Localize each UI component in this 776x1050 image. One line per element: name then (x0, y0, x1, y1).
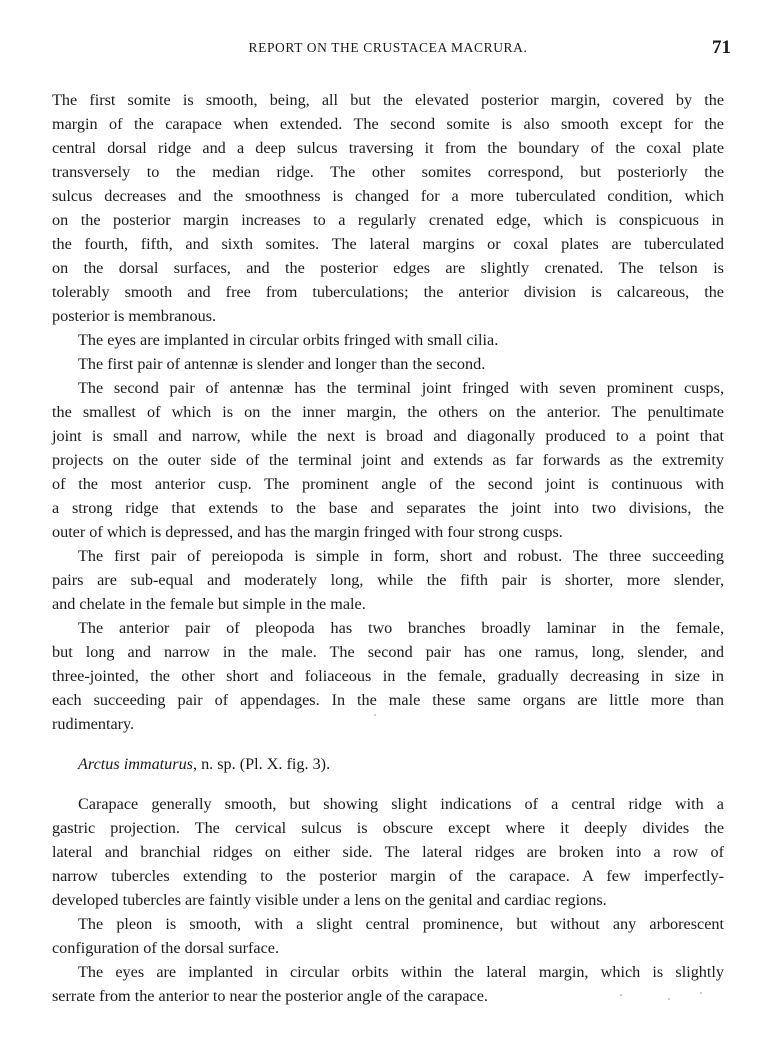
paragraph-somites-line: The first somite is smooth, being, all but the elevated posterior margin, covered by the (52, 91, 724, 109)
species-heading (78, 752, 330, 776)
paragraph-somites-line: the fourth, fifth, and sixth somites. The lateral margins or coxal plates are tuberculated (52, 235, 724, 253)
paragraph-somites-line: posterior is membranous. (52, 307, 217, 325)
paragraph-pleopoda-line: but long and narrow in the male. The second pair has one ramus, long, slender, and (52, 643, 724, 661)
paragraph-pereiopoda-line: pairs are sub-equal and moderately long, while the fifth pair is shorter, more slender, (52, 571, 724, 589)
paragraph-carapace-line: developed tubercles are faintly visible under a lens on the genital and cardiac regions. (52, 891, 607, 909)
paragraph-second-antennae-line: The second pair of antennæ has the terminal joint fringed with seven prominent cusps, (78, 379, 724, 397)
paragraph-pleopoda-line: rudimentary. (52, 715, 135, 733)
paragraph-second-antennae-line: joint is small and narrow, while the next is broad and diagonally produced to a point that (52, 427, 724, 445)
paragraph-somites-line: margin of the carapace when extended. The second somite is also smooth except for the (52, 115, 724, 133)
paragraph-carapace-line: gastric projection. The cervical sulcus is obscure except where it deeply divides the (52, 819, 724, 837)
species-heading-suffix: , n. sp. (Pl. X. fig. 3). (192, 755, 331, 773)
paragraph-pereiopoda-line: and chelate in the female but simple in the male. (52, 595, 366, 613)
paragraph-first-antennae-line: The first pair of antennæ is slender and longer than the second. (78, 355, 486, 373)
paragraph-species-eyes-line: serrate from the anterior to near the posterior angle of the carapace. (52, 987, 488, 1005)
paragraph-carapace-line: narrow tubercles extending to the posterior margin of the carapace. A few imperfectly- (52, 867, 724, 885)
running-header (0, 37, 776, 64)
paragraph-somites-line: on the dorsal surfaces, and the posterior edges are slightly crenated. The telson is (52, 259, 724, 277)
paragraph-somites-line: transversely to the median ridge. The other somites correspond, but posteriorly the (52, 163, 724, 181)
paragraph-second-antennae-line: projects on the outer side of the terminal joint and extends as far forwards as the extremity (52, 451, 724, 469)
page-number: 71 (712, 37, 731, 58)
paragraph-eyes-line: The eyes are implanted in circular orbits fringed with small cilia. (78, 331, 499, 349)
paragraph-second-antennae-line: outer of which is depressed, and has the margin fringed with four strong cusps. (52, 523, 563, 541)
paragraph-somites-line: on the posterior margin increases to a regularly crenated edge, which is conspicuous in (52, 211, 724, 229)
paragraph-pleopoda-line: three-jointed, the other short and foliaceous in the female, gradually decreasing in size in (52, 667, 724, 685)
paragraph-species-eyes-line: The eyes are implanted in circular orbits within the lateral margin, which is slightly (78, 963, 724, 981)
scan-speck (620, 994, 622, 996)
scan-speck (668, 998, 670, 1000)
paragraph-somites-line: central dorsal ridge and a deep sulcus traversing it from the boundary of the coxal plate (52, 139, 724, 157)
paragraph-pereiopoda-line: The first pair of pereiopoda is simple in form, short and robust. The three succeeding (78, 547, 724, 565)
paragraph-carapace-line: Carapace generally smooth, but showing slight indications of a central ridge with a (78, 795, 724, 813)
paragraph-carapace-line: lateral and branchial ridges on either side. The lateral ridges are broken into a row of (52, 843, 724, 861)
paragraph-second-antennae-line: the smallest of which is on the inner margin, the others on the anterior. The penultimate (52, 403, 724, 421)
paragraph-pleon-line: The pleon is smooth, with a slight central prominence, but without any arborescent (78, 915, 724, 933)
paragraph-somites-line: sulcus decreases and the smoothness is changed for a more tuberculated condition, which (52, 187, 724, 205)
paragraph-pleon-line: configuration of the dorsal surface. (52, 939, 279, 957)
scan-speck (374, 714, 376, 716)
paragraph-pleopoda-line: The anterior pair of pleopoda has two branches broadly laminar in the female, (78, 619, 724, 637)
paragraph-second-antennae-line: a strong ridge that extends to the base and separates the joint into two divisions, the (52, 499, 724, 517)
species-name: Arctus immaturus (78, 755, 193, 773)
running-title: REPORT ON THE CRUSTACEA MACRURA. (248, 40, 528, 55)
scan-speck (700, 992, 702, 994)
paragraph-somites-line: tolerably smooth and free from tuberculations; the anterior division is calcareous, the (52, 283, 724, 301)
paragraph-second-antennae-line: of the most anterior cusp. The prominent angle of the second joint is continuous with (52, 475, 724, 493)
paragraph-pleopoda-line: each succeeding pair of appendages. In the male these same organs are little more than (52, 691, 724, 709)
